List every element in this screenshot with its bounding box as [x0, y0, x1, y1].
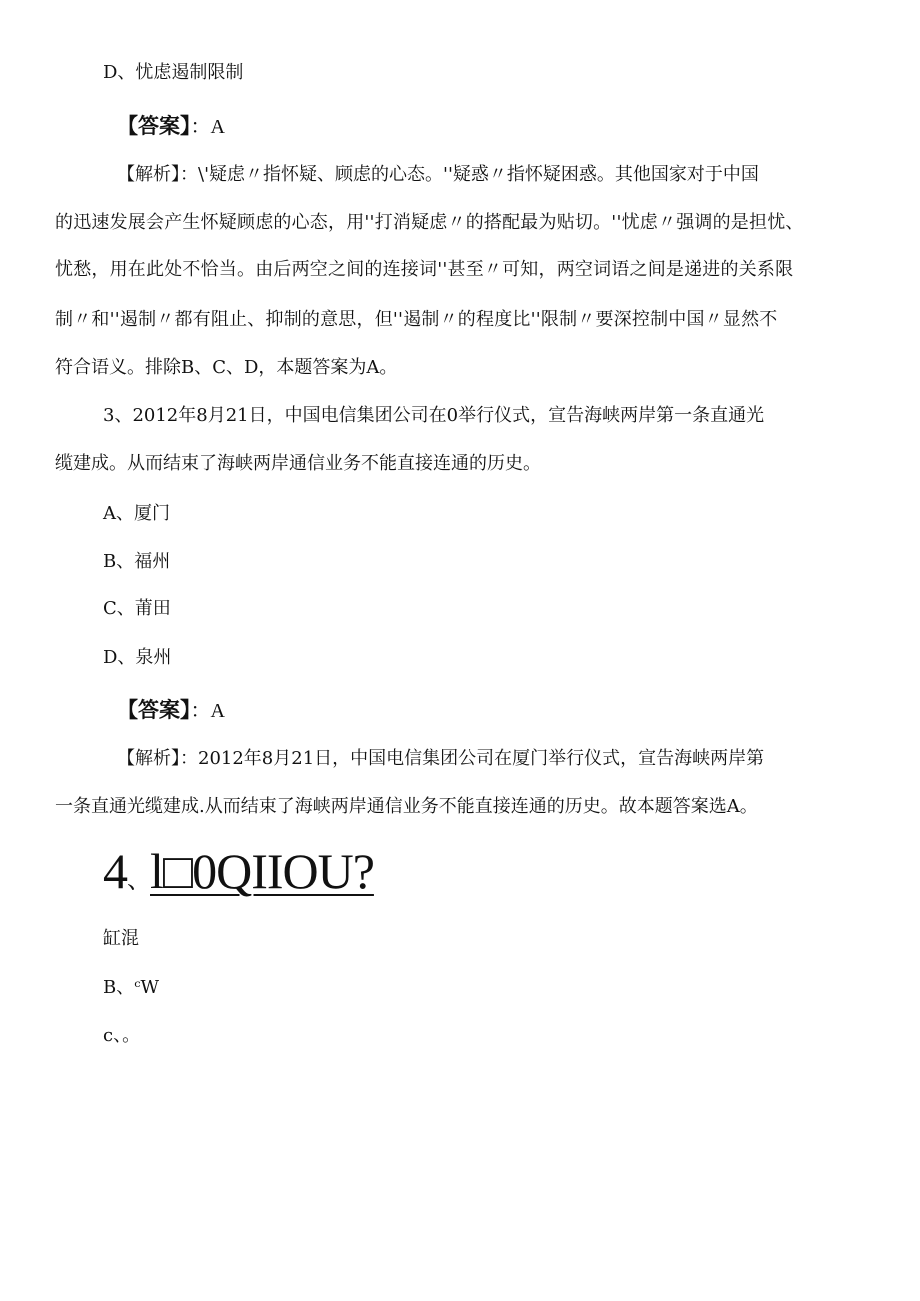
q3-answer-label: 【答案】: [117, 698, 191, 722]
q2-analysis-line-2: 的迅速发展会产生怀疑顾虑的心态，用''打消疑虑〃的搭配最为贴切。''忧虑〃强调的是担忧、: [55, 212, 804, 233]
q2-analysis-line-3: 忧愁，用在此处不恰当。由后两空之间的连接词''甚至〃可知，两空词语之间是递进的关系限: [55, 259, 794, 280]
q3-answer-value: ：A: [190, 700, 225, 722]
q3-question-line-2: 缆建成。从而结束了海峡两岸通信业务不能直接连通的历史。: [55, 453, 541, 474]
q2-analysis-line-5: 符合语义。排除B、C、D，本题答案为A。: [55, 357, 398, 378]
q2-option-d: D、忧虑遏制限制: [103, 62, 244, 83]
q2-answer: [117, 116, 225, 137]
q4-line-1: 缸混: [103, 928, 139, 949]
q4-line-2: B、ᶜW: [103, 977, 159, 998]
q2-answer-label: 【答案】: [117, 114, 191, 138]
q3-question-line-1: 3、2012年8月21日，中国电信集团公司在0举行仪式，宣告海峡两岸第一条直通光: [103, 405, 765, 426]
q2-analysis-line-4: 制〃和''遏制〃都有阻止、抑制的意思，但''遏制〃的程度比''限制〃要深控制中国〃显然不: [55, 309, 778, 330]
q3-option-c: C、莆田: [103, 598, 171, 619]
q4-number: 4: [103, 843, 127, 899]
q3-analysis-line-2: 一条直通光缆建成.从而结束了海峡两岸通信业务不能直接连通的历史。故本题答案选A。: [55, 796, 758, 817]
q4-separator: 、: [127, 868, 150, 894]
q4-line-3: c、。: [103, 1025, 141, 1046]
q3-answer: [117, 700, 225, 721]
q4-heading: [103, 843, 374, 899]
q3-analysis-line-1: 【解析】：2012年8月21日，中国电信集团公司在厦门举行仪式，宣告海峡两岸第: [117, 748, 765, 769]
q3-option-b: B、福州: [103, 551, 171, 572]
q2-analysis-line-1: 【解析】：\'疑虑〃指怀疑、顾虑的心态。''疑惑〃指怀疑困惑。其他国家对于中国: [117, 164, 759, 185]
q4-garbled-title: l□0QIIOU?: [150, 843, 374, 899]
q3-option-d: D、泉州: [103, 647, 172, 668]
q2-answer-value: ：A: [190, 116, 225, 138]
q3-option-a: A、厦门: [103, 503, 170, 524]
